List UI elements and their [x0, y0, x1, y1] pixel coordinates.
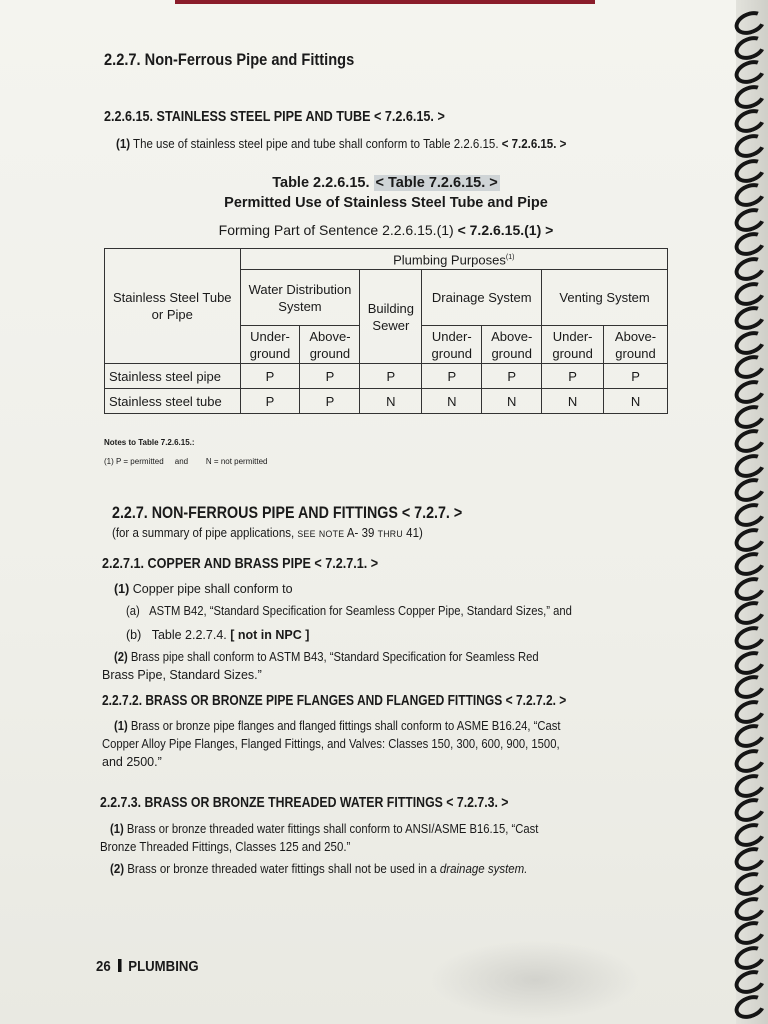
- spiral-coil: [731, 646, 768, 678]
- spiral-coil: [731, 769, 768, 801]
- spiral-coil: [731, 327, 768, 359]
- header-drainage-system: Drainage System: [422, 270, 542, 326]
- spiral-coil: [731, 819, 768, 851]
- spiral-coil: [731, 474, 768, 506]
- paragraph-2-2-7-2-1: (1) Brass or bronze pipe flanges and flanged fittings shall conform to ASME B16.24, “Cast: [114, 719, 561, 733]
- spiral-coil: [731, 523, 768, 555]
- header-row-label: Stainless Steel Tube or Pipe: [105, 249, 241, 364]
- spiral-coil: [731, 991, 768, 1023]
- spiral-coil: [731, 31, 768, 63]
- running-heading: 2.2.7. Non-Ferrous Pipe and Fittings: [104, 50, 355, 69]
- spiral-coil: [731, 376, 768, 408]
- section-title-2-2-6-15: 2.2.6.15. STAINLESS STEEL PIPE AND TUBE < 7.2.6.15. >: [104, 108, 445, 125]
- top-ribbon: [175, 0, 595, 4]
- table-row: [105, 389, 668, 414]
- notes-title: Notes to Table 7.2.6.15.:: [104, 438, 195, 447]
- table-subtitle: Permitted Use of Stainless Steel Tube and Pipe: [224, 195, 548, 211]
- table-cell: N: [360, 389, 422, 414]
- spiral-coil: [731, 868, 768, 900]
- spiral-coil: [731, 7, 768, 39]
- section-title-2-2-7-1: 2.2.7.1. COPPER AND BRASS PIPE < 7.2.7.1. >: [102, 555, 379, 572]
- table-title: Table 2.2.6.15. < Table 7.2.6.15. >: [272, 175, 498, 191]
- header-underground: Under-ground: [542, 326, 604, 364]
- spiral-coil: [731, 917, 768, 949]
- table-cell: P: [240, 389, 300, 414]
- spiral-coil: [731, 81, 768, 113]
- permitted-use-table: [104, 248, 668, 414]
- section-summary: (for a summary of pipe applications, SEE NOTE A- 39 THRU 41): [112, 526, 423, 540]
- spiral-coil: [731, 450, 768, 482]
- header-venting-system: Venting System: [542, 270, 668, 326]
- paragraph-2-2-7-1-2: (2) Brass pipe shall conform to ASTM B43, “Standard Specification for Seamless Red: [114, 650, 539, 664]
- spiral-coil: [731, 277, 768, 309]
- spiral-coil: [731, 425, 768, 457]
- spiral-coil: [731, 179, 768, 211]
- spiral-coil: [731, 843, 768, 875]
- list-item-b: (b) Table 2.2.7.4. [ not in NPC ]: [126, 628, 310, 642]
- spiral-coil: [731, 499, 768, 531]
- table-cell: P: [300, 389, 360, 414]
- header-aboveground: Above-ground: [300, 326, 360, 364]
- row-label: Stainless steel tube: [105, 389, 241, 414]
- table-cell: N: [482, 389, 542, 414]
- spiral-coil: [731, 154, 768, 186]
- section-title-2-2-7-2: 2.2.7.2. BRASS OR BRONZE PIPE FLANGES AND FLANGED FITTINGS < 7.2.7.2. >: [102, 692, 567, 709]
- paragraph-2-2-7-3-1: (1) Brass or bronze threaded water fittings shall conform to ANSI/ASME B16.15, “Cast: [110, 822, 539, 836]
- paragraph-2-2-7-2-1-cont2: and 2500.”: [102, 755, 162, 769]
- paragraph-2-2-7-2-1-cont: Copper Alloy Pipe Flanges, Flanged Fittings, and Valves: Classes 150, 300, 600, 900, 1500,: [102, 737, 560, 751]
- section-title-2-2-7-3: 2.2.7.3. BRASS OR BRONZE THREADED WATER FITTINGS < 7.2.7.3. >: [100, 794, 509, 811]
- header-underground: Under-ground: [240, 326, 300, 364]
- spiral-coil: [731, 573, 768, 605]
- table-cell: P: [422, 364, 482, 389]
- paragraph-2-2-7-1-2-cont: Brass Pipe, Standard Sizes.”: [102, 668, 262, 682]
- table-cell: P: [360, 364, 422, 389]
- spiral-coil: [731, 696, 768, 728]
- page-footer: [96, 958, 213, 975]
- page-number: 26: [96, 958, 111, 975]
- page-smudge: [430, 940, 640, 1020]
- spiral-coil: [731, 105, 768, 137]
- paragraph-2-2-7-3-1-cont: Bronze Threaded Fittings, Classes 125 and 250.”: [100, 840, 351, 854]
- header-plumbing-purposes: Plumbing Purposes$^{(1)}$: [240, 249, 667, 270]
- footer-section: PLUMBING: [128, 958, 199, 975]
- spiral-coil: [731, 400, 768, 432]
- table-cell: P: [482, 364, 542, 389]
- notes-line: (1) P = permitted and N = not permitted: [104, 457, 268, 466]
- paragraph-2-2-7-1-1: (1) Copper pipe shall conform to: [114, 582, 293, 596]
- spiral-coil: [731, 228, 768, 260]
- header-aboveground: Above-ground: [482, 326, 542, 364]
- table-cell: N: [422, 389, 482, 414]
- spiral-coil: [731, 56, 768, 88]
- header-aboveground: Above-ground: [604, 326, 668, 364]
- spiral-coil: [731, 302, 768, 334]
- spiral-coil: [731, 745, 768, 777]
- spiral-coil: [731, 671, 768, 703]
- list-item-a: (a) ASTM B42, “Standard Specification for Seamless Copper Pipe, Standard Sizes,” and: [126, 604, 572, 618]
- spiral-coil: [731, 548, 768, 580]
- table-forming-part: Forming Part of Sentence 2.2.6.15.(1) < 7.2.6.15.(1) >: [218, 222, 554, 238]
- spiral-coil: [731, 794, 768, 826]
- row-label: Stainless steel pipe: [105, 364, 241, 389]
- spiral-coil: [731, 942, 768, 974]
- spiral-coil: [731, 204, 768, 236]
- paragraph-2-2-7-3-2: (2) Brass or bronze threaded water fittings shall not be used in a drainage system.: [110, 862, 528, 876]
- spiral-coil: [731, 597, 768, 629]
- table-cell: P: [542, 364, 604, 389]
- table-cell: N: [604, 389, 668, 414]
- spiral-coil: [731, 966, 768, 998]
- table-cell: P: [604, 364, 668, 389]
- table-cell: N: [542, 389, 604, 414]
- spiral-coil: [731, 892, 768, 924]
- table-row: [105, 364, 668, 389]
- spiral-coil: [731, 622, 768, 654]
- section-title-2-2-7: 2.2.7. NON-FERROUS PIPE AND FITTINGS < 7.2.7. >: [112, 503, 463, 522]
- spiral-coil: [731, 351, 768, 383]
- table-cell: P: [240, 364, 300, 389]
- footer-divider: [118, 959, 122, 972]
- spiral-coil: [731, 130, 768, 162]
- spiral-binding: [736, 0, 768, 1024]
- header-underground: Under-ground: [422, 326, 482, 364]
- header-building-sewer: Building Sewer: [360, 270, 422, 364]
- header-water-distribution: Water Distribution System: [240, 270, 360, 326]
- table-cell: P: [300, 364, 360, 389]
- paragraph-2-2-6-15-1: (1) The use of stainless steel pipe and tube shall conform to Table 2.2.6.15. < 7.2.6.15. >: [116, 137, 567, 151]
- spiral-coil: [731, 720, 768, 752]
- spiral-coil: [731, 253, 768, 285]
